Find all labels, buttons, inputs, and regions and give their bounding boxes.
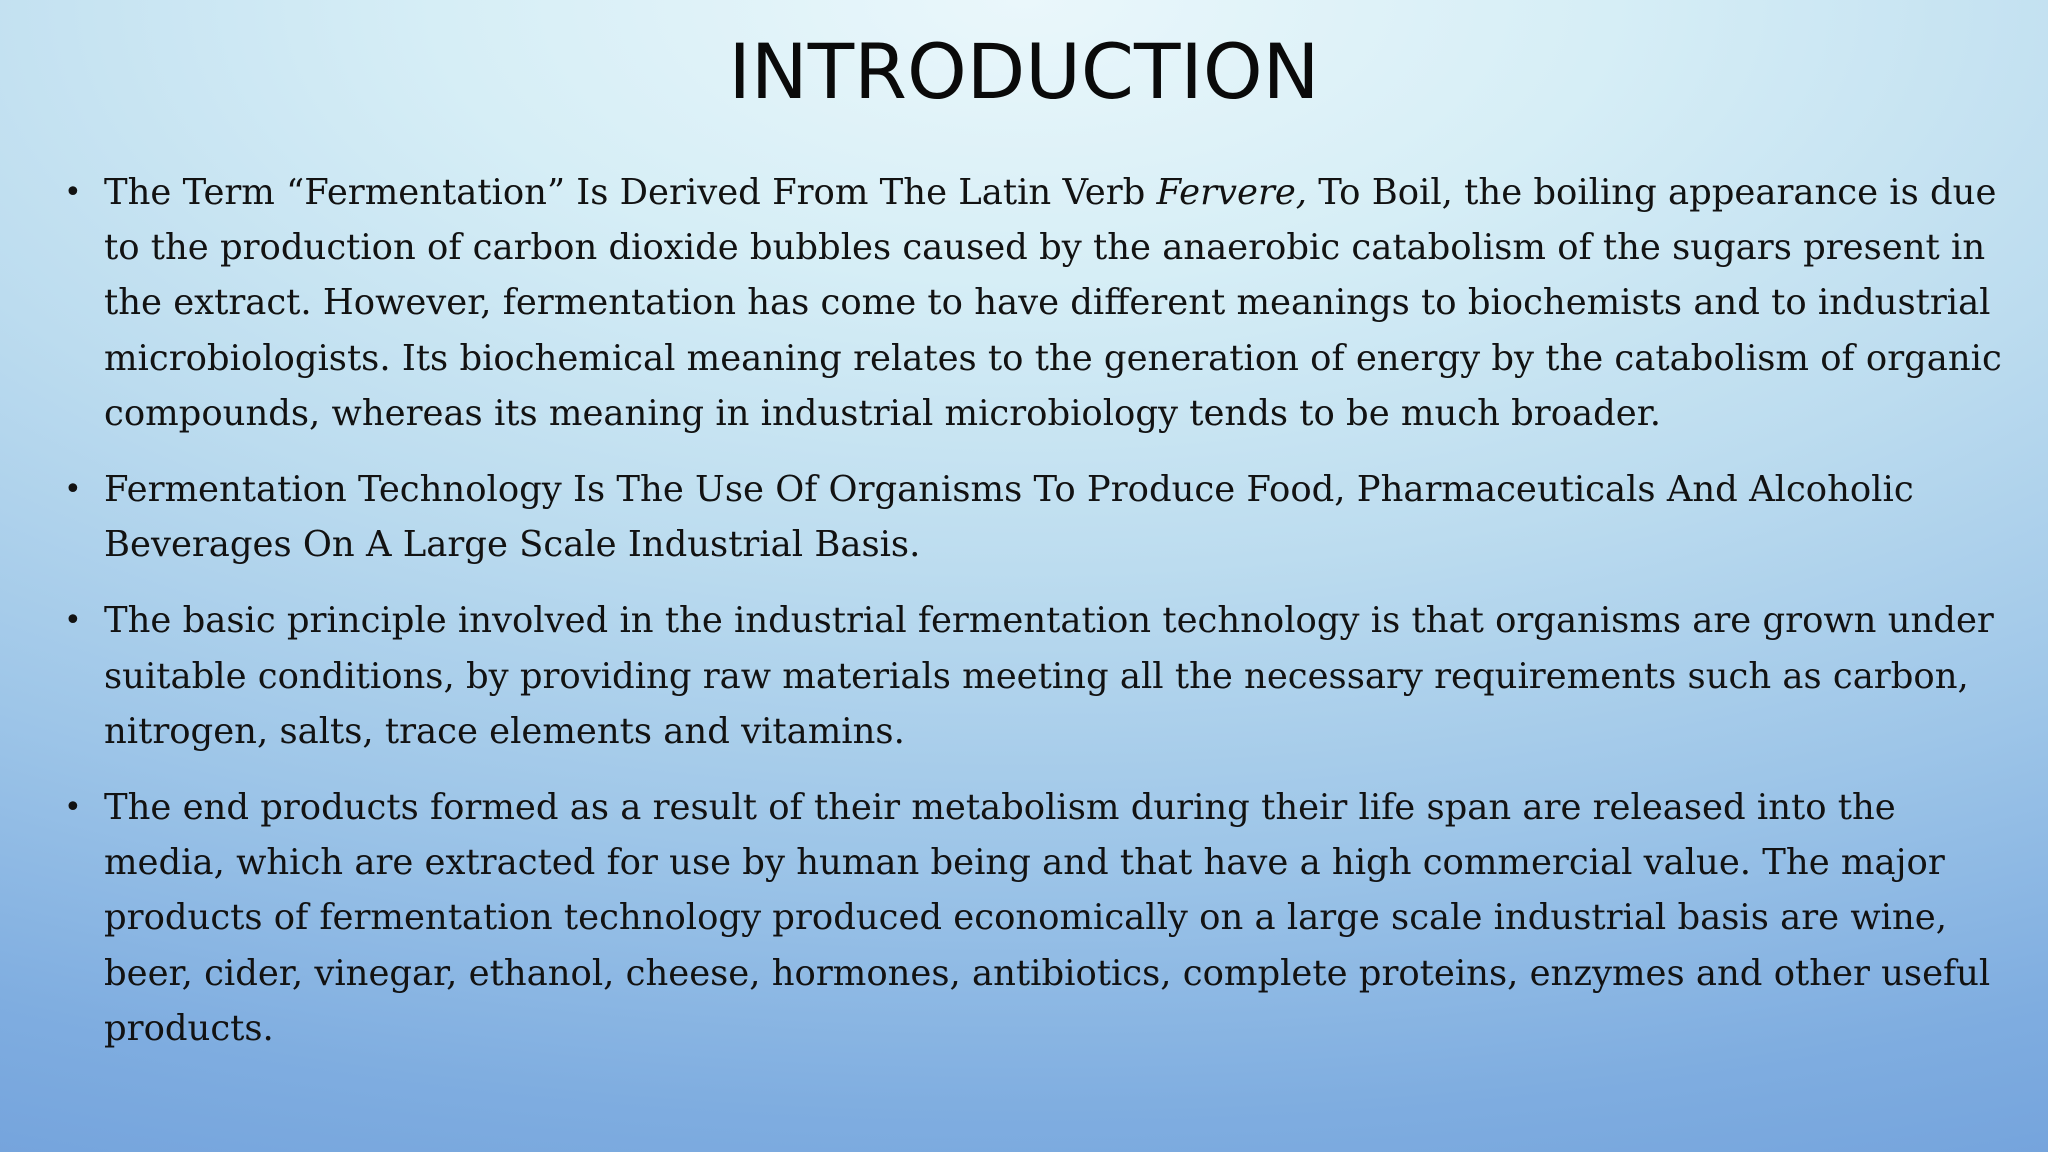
bullet-item-2 [62, 462, 2022, 572]
bullet-text-3: The basic principle involved in the industrial fermentation technology is that organisms are grown under suitable conditions, by providing raw materials meeting all the necessary requirements such as carbon, nitrogen, salts, trace elements and vitamins. [104, 600, 1994, 752]
bullet-text-1-end: To Boil, the boiling appearance is due to the production of carbon dioxide bubbles caused by the anaerobic catabolism of the sugars present in the extract. However, fermentation has come to have different meanings to biochemists and to industrial microbiologists. Its biochemical meaning relates to the generation of energy by the catabolism of organic compounds, whereas its meaning in industrial microbiology tends to be much broader. [104, 172, 2002, 434]
bullet-icon: • [64, 472, 82, 508]
bullet-text-1-latin-term: Fervere, [1156, 172, 1308, 213]
slide-title: INTRODUCTION [728, 27, 1320, 116]
bullet-text-1-start: The Term “Fermentation” Is Derived From The Latin Verb [104, 172, 1157, 213]
bullet-icon: • [64, 603, 82, 639]
bullet-list [62, 165, 2022, 1077]
bullet-icon: • [64, 790, 82, 826]
bullet-item-4 [62, 780, 2022, 1056]
bullet-icon: • [64, 175, 82, 210]
bullet-item-1 [62, 165, 2022, 441]
bullet-item-3 [62, 593, 2022, 759]
bullet-text-2: Fermentation Technology Is The Use Of Organisms To Produce Food, Pharmaceuticals And Alcoholic Beverages On A Large Scale Industrial Basis. [104, 469, 1914, 566]
bullet-text-4: The end products formed as a result of their metabolism during their life span are released into the media, which are extracted for use by human being and that have a high commercial value. The major products of fermentation technology produced economically on a large scale industrial basis are wine, beer, cider, vinegar, ethanol, cheese, hormones, antibiotics, complete proteins, enzymes and other useful products. [104, 787, 1991, 1049]
